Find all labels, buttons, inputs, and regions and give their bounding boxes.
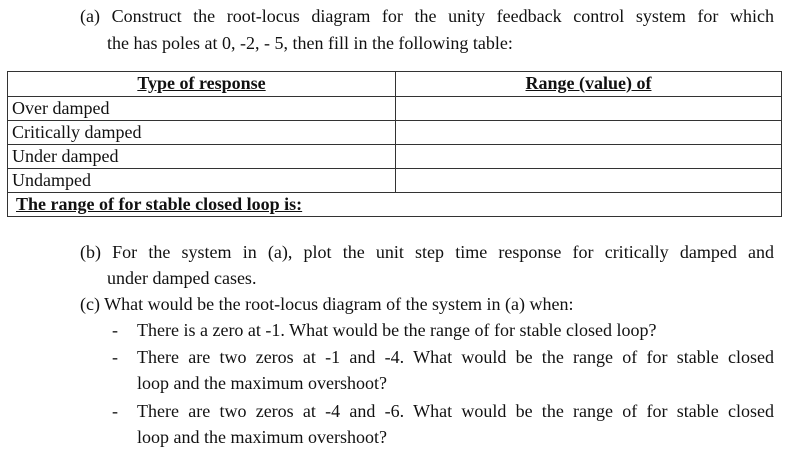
response-type-cell: Under damped xyxy=(8,145,396,169)
bullet-dash: - xyxy=(112,320,118,340)
header-type-of-response: Type of response xyxy=(8,72,396,97)
bullet-dash: - xyxy=(112,401,118,421)
response-type-cell: Critically damped xyxy=(8,121,396,145)
range-cell xyxy=(396,169,782,193)
part-c-item3-line1: There are two zeros at -4 and -6. What would be the range of for stable closed xyxy=(137,401,774,421)
table-footer-row xyxy=(8,193,782,217)
part-c-item3-line2: loop and the maximum overshoot? xyxy=(137,427,387,447)
response-type-cell: Undamped xyxy=(8,169,396,193)
part-c-item2-line2: loop and the maximum overshoot? xyxy=(137,373,387,393)
table-header-row xyxy=(8,72,782,97)
part-c-item1-line1: There is a zero at -1. What would be the range of for stable closed loop? xyxy=(137,320,657,340)
table-row xyxy=(8,121,782,145)
table-row xyxy=(8,169,782,193)
response-table xyxy=(7,71,782,217)
part-c-intro: (c) What would be the root-locus diagram of the system in (a) when: xyxy=(80,294,574,314)
part-a-line2: the has poles at 0, -2, - 5, then fill in the following table: xyxy=(107,33,513,53)
stable-range-footer xyxy=(8,193,782,217)
table-row xyxy=(8,97,782,121)
bullet-dash: - xyxy=(112,347,118,367)
stable-range-label: The range of for stable closed loop is: xyxy=(16,194,303,214)
range-cell xyxy=(396,97,782,121)
table-row xyxy=(8,145,782,169)
range-cell xyxy=(396,145,782,169)
part-c-item2-line1: There are two zeros at -1 and -4. What would be the range of for stable closed xyxy=(137,347,774,367)
range-cell xyxy=(396,121,782,145)
part-b-line2: under damped cases. xyxy=(107,268,257,288)
part-a-line1: (a) Construct the root-locus diagram for the unity feedback control system for which xyxy=(80,6,774,26)
header-range-value: Range (value) of xyxy=(396,72,782,97)
part-b-line1: (b) For the system in (a), plot the unit step time response for critically damped and xyxy=(80,242,774,262)
response-type-cell: Over damped xyxy=(8,97,396,121)
